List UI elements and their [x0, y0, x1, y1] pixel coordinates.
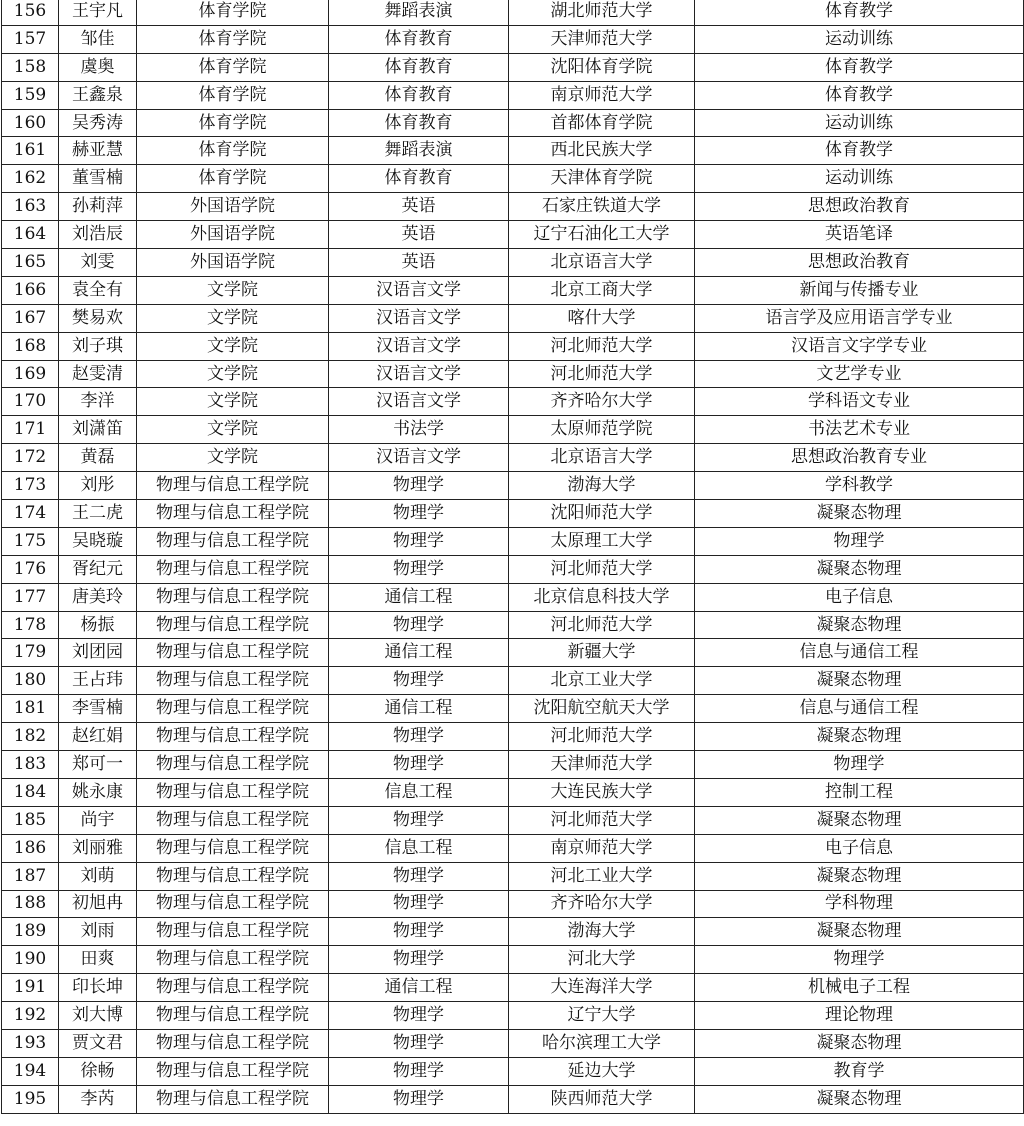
admitted-university-cell: 陕西师范大学: [509, 1085, 695, 1113]
student-name-cell: 赫亚慧: [59, 137, 137, 165]
admitted-major-cell: 凝聚态物理: [695, 806, 1024, 834]
admitted-university-cell: 天津师范大学: [509, 25, 695, 53]
admitted-university-cell: 北京语言大学: [509, 444, 695, 472]
college-cell: 物理与信息工程学院: [137, 862, 329, 890]
major-cell: 物理学: [329, 862, 509, 890]
student-name-cell: 吴秀涛: [59, 109, 137, 137]
admitted-university-cell: 河北师范大学: [509, 555, 695, 583]
admitted-major-cell: 信息与通信工程: [695, 639, 1024, 667]
college-cell: 物理与信息工程学院: [137, 527, 329, 555]
college-cell: 体育学院: [137, 81, 329, 109]
admitted-major-cell: 汉语言文字学专业: [695, 332, 1024, 360]
row-number-cell: 160: [2, 109, 59, 137]
admitted-university-cell: 北京信息科技大学: [509, 583, 695, 611]
student-name-cell: 王占玮: [59, 667, 137, 695]
row-number-cell: 190: [2, 946, 59, 974]
row-number-cell: 184: [2, 778, 59, 806]
college-cell: 物理与信息工程学院: [137, 751, 329, 779]
college-cell: 外国语学院: [137, 193, 329, 221]
major-cell: 体育教育: [329, 25, 509, 53]
table-row: [2, 249, 1024, 277]
major-cell: 物理学: [329, 555, 509, 583]
admitted-university-cell: 北京工商大学: [509, 276, 695, 304]
major-cell: 通信工程: [329, 695, 509, 723]
admitted-university-cell: 西北民族大学: [509, 137, 695, 165]
college-cell: 物理与信息工程学院: [137, 723, 329, 751]
admitted-major-cell: 凝聚态物理: [695, 667, 1024, 695]
student-name-cell: 杨振: [59, 611, 137, 639]
admitted-major-cell: 体育教学: [695, 53, 1024, 81]
admitted-university-cell: 喀什大学: [509, 304, 695, 332]
admitted-major-cell: 运动训练: [695, 165, 1024, 193]
table-row: [2, 611, 1024, 639]
major-cell: 信息工程: [329, 778, 509, 806]
admitted-university-cell: 首都体育学院: [509, 109, 695, 137]
college-cell: 体育学院: [137, 25, 329, 53]
major-cell: 英语: [329, 221, 509, 249]
student-name-cell: 董雪楠: [59, 165, 137, 193]
row-number-cell: 194: [2, 1057, 59, 1085]
table-row: [2, 667, 1024, 695]
student-name-cell: 吴晓璇: [59, 527, 137, 555]
admitted-major-cell: 凝聚态物理: [695, 723, 1024, 751]
table-row: [2, 862, 1024, 890]
student-name-cell: 唐美玲: [59, 583, 137, 611]
row-number-cell: 183: [2, 751, 59, 779]
row-number-cell: 176: [2, 555, 59, 583]
student-name-cell: 刘萌: [59, 862, 137, 890]
major-cell: 信息工程: [329, 834, 509, 862]
table-row: [2, 1085, 1024, 1113]
admitted-major-cell: 凝聚态物理: [695, 1085, 1024, 1113]
student-name-cell: 刘浩辰: [59, 221, 137, 249]
admitted-university-cell: 沈阳师范大学: [509, 500, 695, 528]
student-name-cell: 邹佳: [59, 25, 137, 53]
major-cell: 物理学: [329, 918, 509, 946]
student-name-cell: 王二虎: [59, 500, 137, 528]
student-name-cell: 刘雯: [59, 249, 137, 277]
admitted-university-cell: 湖北师范大学: [509, 0, 695, 25]
admitted-university-cell: 北京语言大学: [509, 249, 695, 277]
admitted-major-cell: 新闻与传播专业: [695, 276, 1024, 304]
admitted-major-cell: 语言学及应用语言学专业: [695, 304, 1024, 332]
row-number-cell: 173: [2, 472, 59, 500]
college-cell: 外国语学院: [137, 221, 329, 249]
row-number-cell: 177: [2, 583, 59, 611]
admitted-university-cell: 南京师范大学: [509, 81, 695, 109]
table-row: [2, 834, 1024, 862]
college-cell: 物理与信息工程学院: [137, 1085, 329, 1113]
student-name-cell: 刘雨: [59, 918, 137, 946]
admitted-major-cell: 文艺学专业: [695, 360, 1024, 388]
row-number-cell: 164: [2, 221, 59, 249]
student-name-cell: 李洋: [59, 388, 137, 416]
table-row: [2, 806, 1024, 834]
table-body: [2, 0, 1024, 1113]
row-number-cell: 163: [2, 193, 59, 221]
admitted-university-cell: 太原师范学院: [509, 416, 695, 444]
admitted-university-cell: 辽宁石油化工大学: [509, 221, 695, 249]
major-cell: 物理学: [329, 1085, 509, 1113]
table-row: [2, 1002, 1024, 1030]
student-name-cell: 刘潇笛: [59, 416, 137, 444]
row-number-cell: 179: [2, 639, 59, 667]
college-cell: 物理与信息工程学院: [137, 946, 329, 974]
admitted-university-cell: 河北师范大学: [509, 806, 695, 834]
student-name-cell: 姚永康: [59, 778, 137, 806]
admitted-major-cell: 学科物理: [695, 890, 1024, 918]
major-cell: 通信工程: [329, 974, 509, 1002]
row-number-cell: 174: [2, 500, 59, 528]
college-cell: 文学院: [137, 416, 329, 444]
college-cell: 体育学院: [137, 0, 329, 25]
admitted-major-cell: 运动训练: [695, 25, 1024, 53]
table-row: [2, 974, 1024, 1002]
admitted-university-cell: 新疆大学: [509, 639, 695, 667]
major-cell: 汉语言文学: [329, 332, 509, 360]
major-cell: 体育教育: [329, 109, 509, 137]
admitted-university-cell: 辽宁大学: [509, 1002, 695, 1030]
admitted-major-cell: 凝聚态物理: [695, 1029, 1024, 1057]
row-number-cell: 165: [2, 249, 59, 277]
major-cell: 物理学: [329, 806, 509, 834]
major-cell: 体育教育: [329, 165, 509, 193]
table-row: [2, 332, 1024, 360]
student-name-cell: 初旭冉: [59, 890, 137, 918]
student-name-cell: 徐畅: [59, 1057, 137, 1085]
college-cell: 物理与信息工程学院: [137, 695, 329, 723]
row-number-cell: 157: [2, 25, 59, 53]
college-cell: 物理与信息工程学院: [137, 639, 329, 667]
row-number-cell: 175: [2, 527, 59, 555]
student-name-cell: 孙莉萍: [59, 193, 137, 221]
table-row: [2, 276, 1024, 304]
major-cell: 汉语言文学: [329, 388, 509, 416]
admitted-university-cell: 齐齐哈尔大学: [509, 388, 695, 416]
row-number-cell: 180: [2, 667, 59, 695]
major-cell: 物理学: [329, 751, 509, 779]
table-row: [2, 472, 1024, 500]
table-row: [2, 81, 1024, 109]
student-name-cell: 虞奥: [59, 53, 137, 81]
row-number-cell: 185: [2, 806, 59, 834]
table-row: [2, 751, 1024, 779]
table-row: [2, 0, 1024, 25]
college-cell: 物理与信息工程学院: [137, 806, 329, 834]
admitted-university-cell: 延边大学: [509, 1057, 695, 1085]
college-cell: 物理与信息工程学院: [137, 611, 329, 639]
admitted-university-cell: 渤海大学: [509, 472, 695, 500]
admitted-university-cell: 河北大学: [509, 946, 695, 974]
admitted-major-cell: 体育教学: [695, 0, 1024, 25]
college-cell: 物理与信息工程学院: [137, 1057, 329, 1085]
admitted-university-cell: 河北师范大学: [509, 611, 695, 639]
admitted-university-cell: 沈阳体育学院: [509, 53, 695, 81]
college-cell: 物理与信息工程学院: [137, 890, 329, 918]
student-name-cell: 赵雯清: [59, 360, 137, 388]
major-cell: 体育教育: [329, 81, 509, 109]
admitted-university-cell: 大连海洋大学: [509, 974, 695, 1002]
student-name-cell: 李芮: [59, 1085, 137, 1113]
student-name-cell: 印长坤: [59, 974, 137, 1002]
college-cell: 物理与信息工程学院: [137, 974, 329, 1002]
admitted-major-cell: 物理学: [695, 527, 1024, 555]
major-cell: 书法学: [329, 416, 509, 444]
admitted-university-cell: 大连民族大学: [509, 778, 695, 806]
table-row: [2, 165, 1024, 193]
table-row: [2, 639, 1024, 667]
major-cell: 通信工程: [329, 639, 509, 667]
student-name-cell: 李雪楠: [59, 695, 137, 723]
admitted-major-cell: 思想政治教育: [695, 193, 1024, 221]
admitted-major-cell: 物理学: [695, 946, 1024, 974]
college-cell: 物理与信息工程学院: [137, 667, 329, 695]
table-row: [2, 918, 1024, 946]
major-cell: 物理学: [329, 890, 509, 918]
admitted-major-cell: 思想政治教育专业: [695, 444, 1024, 472]
college-cell: 物理与信息工程学院: [137, 500, 329, 528]
major-cell: 物理学: [329, 527, 509, 555]
student-name-cell: 郑可一: [59, 751, 137, 779]
table-row: [2, 360, 1024, 388]
admitted-university-cell: 渤海大学: [509, 918, 695, 946]
college-cell: 物理与信息工程学院: [137, 1029, 329, 1057]
table-row: [2, 304, 1024, 332]
admitted-major-cell: 理论物理: [695, 1002, 1024, 1030]
college-cell: 物理与信息工程学院: [137, 472, 329, 500]
major-cell: 物理学: [329, 1057, 509, 1085]
student-name-cell: 刘团园: [59, 639, 137, 667]
row-number-cell: 158: [2, 53, 59, 81]
table-row: [2, 527, 1024, 555]
admitted-major-cell: 凝聚态物理: [695, 611, 1024, 639]
major-cell: 物理学: [329, 946, 509, 974]
row-number-cell: 167: [2, 304, 59, 332]
table-row: [2, 946, 1024, 974]
admitted-major-cell: 学科教学: [695, 472, 1024, 500]
college-cell: 文学院: [137, 360, 329, 388]
major-cell: 舞蹈表演: [329, 137, 509, 165]
admitted-university-cell: 河北师范大学: [509, 332, 695, 360]
row-number-cell: 172: [2, 444, 59, 472]
admitted-major-cell: 思想政治教育: [695, 249, 1024, 277]
major-cell: 物理学: [329, 723, 509, 751]
table-row: [2, 416, 1024, 444]
college-cell: 物理与信息工程学院: [137, 778, 329, 806]
major-cell: 汉语言文学: [329, 360, 509, 388]
college-cell: 物理与信息工程学院: [137, 834, 329, 862]
table-row: [2, 221, 1024, 249]
college-cell: 体育学院: [137, 53, 329, 81]
college-cell: 文学院: [137, 304, 329, 332]
student-name-cell: 王宇凡: [59, 0, 137, 25]
row-number-cell: 188: [2, 890, 59, 918]
admitted-major-cell: 信息与通信工程: [695, 695, 1024, 723]
student-name-cell: 刘大博: [59, 1002, 137, 1030]
student-name-cell: 黄磊: [59, 444, 137, 472]
college-cell: 体育学院: [137, 109, 329, 137]
admitted-major-cell: 控制工程: [695, 778, 1024, 806]
admitted-major-cell: 运动训练: [695, 109, 1024, 137]
major-cell: 汉语言文学: [329, 444, 509, 472]
admitted-university-cell: 齐齐哈尔大学: [509, 890, 695, 918]
major-cell: 体育教育: [329, 53, 509, 81]
admitted-major-cell: 学科语文专业: [695, 388, 1024, 416]
college-cell: 文学院: [137, 276, 329, 304]
row-number-cell: 182: [2, 723, 59, 751]
row-number-cell: 162: [2, 165, 59, 193]
row-number-cell: 178: [2, 611, 59, 639]
table-row: [2, 137, 1024, 165]
table-row: [2, 1029, 1024, 1057]
admitted-university-cell: 北京工业大学: [509, 667, 695, 695]
admitted-university-cell: 沈阳航空航天大学: [509, 695, 695, 723]
row-number-cell: 166: [2, 276, 59, 304]
major-cell: 英语: [329, 193, 509, 221]
admitted-major-cell: 英语笔译: [695, 221, 1024, 249]
row-number-cell: 171: [2, 416, 59, 444]
row-number-cell: 193: [2, 1029, 59, 1057]
major-cell: 英语: [329, 249, 509, 277]
college-cell: 体育学院: [137, 137, 329, 165]
admitted-university-cell: 石家庄铁道大学: [509, 193, 695, 221]
major-cell: 物理学: [329, 500, 509, 528]
admitted-university-cell: 南京师范大学: [509, 834, 695, 862]
student-name-cell: 尚宇: [59, 806, 137, 834]
table-row: [2, 890, 1024, 918]
student-name-cell: 王鑫泉: [59, 81, 137, 109]
major-cell: 舞蹈表演: [329, 0, 509, 25]
college-cell: 外国语学院: [137, 249, 329, 277]
college-cell: 文学院: [137, 332, 329, 360]
admitted-university-cell: 河北师范大学: [509, 723, 695, 751]
table-row: [2, 500, 1024, 528]
admitted-major-cell: 电子信息: [695, 583, 1024, 611]
row-number-cell: 187: [2, 862, 59, 890]
table-row: [2, 25, 1024, 53]
table-row: [2, 723, 1024, 751]
admitted-major-cell: 书法艺术专业: [695, 416, 1024, 444]
table-row: [2, 778, 1024, 806]
admitted-university-cell: 哈尔滨理工大学: [509, 1029, 695, 1057]
admission-list-table: [1, 0, 1024, 1114]
admitted-major-cell: 体育教学: [695, 137, 1024, 165]
admitted-university-cell: 天津体育学院: [509, 165, 695, 193]
admitted-major-cell: 凝聚态物理: [695, 862, 1024, 890]
table-row: [2, 388, 1024, 416]
table-row: [2, 109, 1024, 137]
major-cell: 物理学: [329, 611, 509, 639]
admitted-university-cell: 河北师范大学: [509, 360, 695, 388]
row-number-cell: 181: [2, 695, 59, 723]
major-cell: 物理学: [329, 1002, 509, 1030]
table-row: [2, 555, 1024, 583]
student-name-cell: 刘彤: [59, 472, 137, 500]
student-name-cell: 赵红娟: [59, 723, 137, 751]
table-row: [2, 695, 1024, 723]
row-number-cell: 168: [2, 332, 59, 360]
college-cell: 物理与信息工程学院: [137, 583, 329, 611]
table-row: [2, 53, 1024, 81]
major-cell: 通信工程: [329, 583, 509, 611]
student-name-cell: 贾文君: [59, 1029, 137, 1057]
major-cell: 汉语言文学: [329, 276, 509, 304]
student-name-cell: 刘丽雅: [59, 834, 137, 862]
admitted-major-cell: 机械电子工程: [695, 974, 1024, 1002]
college-cell: 物理与信息工程学院: [137, 1002, 329, 1030]
student-name-cell: 刘子琪: [59, 332, 137, 360]
table-row: [2, 444, 1024, 472]
major-cell: 物理学: [329, 472, 509, 500]
admitted-major-cell: 电子信息: [695, 834, 1024, 862]
college-cell: 物理与信息工程学院: [137, 918, 329, 946]
college-cell: 体育学院: [137, 165, 329, 193]
student-name-cell: 袁全有: [59, 276, 137, 304]
major-cell: 汉语言文学: [329, 304, 509, 332]
admitted-university-cell: 天津师范大学: [509, 751, 695, 779]
row-number-cell: 161: [2, 137, 59, 165]
row-number-cell: 169: [2, 360, 59, 388]
table-row: [2, 1057, 1024, 1085]
row-number-cell: 195: [2, 1085, 59, 1113]
row-number-cell: 156: [2, 0, 59, 25]
admitted-major-cell: 体育教学: [695, 81, 1024, 109]
table-row: [2, 583, 1024, 611]
row-number-cell: 170: [2, 388, 59, 416]
admitted-major-cell: 教育学: [695, 1057, 1024, 1085]
row-number-cell: 186: [2, 834, 59, 862]
major-cell: 物理学: [329, 1029, 509, 1057]
admitted-major-cell: 凝聚态物理: [695, 500, 1024, 528]
student-name-cell: 田爽: [59, 946, 137, 974]
row-number-cell: 192: [2, 1002, 59, 1030]
college-cell: 文学院: [137, 388, 329, 416]
admitted-university-cell: 河北工业大学: [509, 862, 695, 890]
admitted-major-cell: 凝聚态物理: [695, 918, 1024, 946]
admitted-university-cell: 太原理工大学: [509, 527, 695, 555]
row-number-cell: 191: [2, 974, 59, 1002]
major-cell: 物理学: [329, 667, 509, 695]
row-number-cell: 189: [2, 918, 59, 946]
admitted-major-cell: 凝聚态物理: [695, 555, 1024, 583]
row-number-cell: 159: [2, 81, 59, 109]
college-cell: 物理与信息工程学院: [137, 555, 329, 583]
student-name-cell: 胥纪元: [59, 555, 137, 583]
table-row: [2, 193, 1024, 221]
admitted-major-cell: 物理学: [695, 751, 1024, 779]
student-name-cell: 樊易欢: [59, 304, 137, 332]
college-cell: 文学院: [137, 444, 329, 472]
